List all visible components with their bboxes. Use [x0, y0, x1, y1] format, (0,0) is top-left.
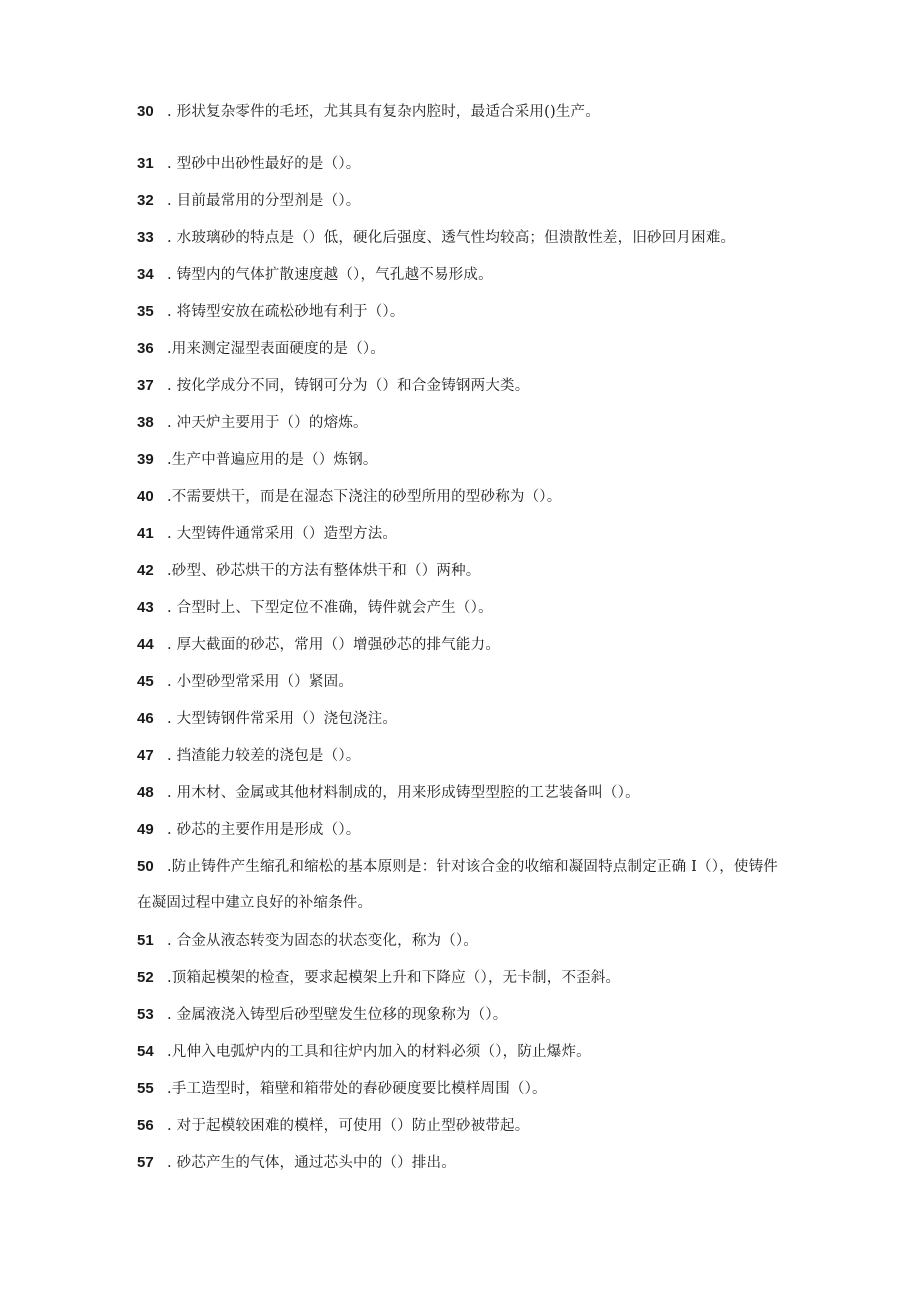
question-57 — [137, 1152, 787, 1174]
question-number: 44 — [137, 636, 154, 653]
question-45 — [137, 671, 787, 693]
question-37 — [137, 375, 787, 397]
question-32 — [137, 190, 787, 212]
question-text: .用来测定湿型表面硬度的是（）。 — [167, 341, 386, 357]
question-text: . 大型铸钢件常采用（）浇包浇注。 — [167, 711, 398, 727]
question-number: 52 — [137, 969, 154, 986]
question-text: . 水玻璃砂的特点是（）低，硬化后强度、透气性均较高；但溃散性差，旧砂回月困难。 — [167, 230, 736, 246]
question-number: 37 — [137, 377, 154, 394]
question-number: 36 — [137, 340, 154, 357]
question-number: 50 — [137, 858, 154, 875]
question-text: . 将铸型安放在疏松砂地有利于（）。 — [167, 304, 405, 320]
question-44 — [137, 634, 787, 656]
question-39 — [137, 449, 787, 471]
question-number: 45 — [137, 673, 154, 690]
question-text: . 目前最常用的分型剂是（）。 — [167, 193, 361, 209]
question-number: 41 — [137, 525, 154, 542]
question-36 — [137, 338, 787, 360]
question-text: .顶箱起模架的检查，要求起模架上升和下降应（），无卡制，不歪斜。 — [167, 970, 621, 986]
question-text: . 厚大截面的砂芯，常用（）增强砂芯的排气能力。 — [167, 637, 501, 653]
question-34 — [137, 264, 787, 286]
question-number: 48 — [137, 784, 154, 801]
question-33 — [137, 227, 787, 249]
question-text: .凡伸入电弧炉内的工具和往炉内加入的材料必须（），防止爆炸。 — [167, 1044, 591, 1060]
question-50 — [137, 849, 782, 921]
question-number: 38 — [137, 414, 154, 431]
question-number: 31 — [137, 155, 154, 172]
question-text: . 砂芯产生的气体，通过芯头中的（）排出。 — [167, 1155, 456, 1171]
question-35 — [137, 301, 787, 323]
question-number: 43 — [137, 599, 154, 616]
question-number: 55 — [137, 1080, 154, 1097]
question-43 — [137, 597, 787, 619]
question-text: . 冲天炉主要用于（）的熔炼。 — [167, 415, 368, 431]
question-number: 32 — [137, 192, 154, 209]
question-number: 34 — [137, 266, 154, 283]
question-number: 35 — [137, 303, 154, 320]
question-number: 54 — [137, 1043, 154, 1060]
question-53 — [137, 1004, 787, 1026]
question-number: 47 — [137, 747, 154, 764]
question-38 — [137, 412, 787, 434]
question-text: .砂型、砂芯烘干的方法有整体烘干和（）两种。 — [167, 563, 481, 579]
question-number: 51 — [137, 932, 154, 949]
question-text: . 对于起模较困难的模样，可使用（）防止型砂被带起。 — [167, 1118, 530, 1134]
question-text: . 大型铸件通常采用（）造型方法。 — [167, 526, 398, 542]
question-text: . 挡渣能力较差的浇包是（）。 — [167, 748, 361, 764]
question-number: 49 — [137, 821, 154, 838]
question-52 — [137, 967, 787, 989]
question-text: . 合金从液态转变为固态的状态变化，称为（）。 — [167, 933, 479, 949]
question-49 — [137, 819, 787, 841]
question-40 — [137, 486, 787, 508]
question-text: . 形状复杂零件的毛坯，尤其具有复杂内腔时，最适合采用()生产。 — [167, 104, 600, 120]
question-text: .手工造型时，箱壁和箱带处的舂砂硬度要比模样周围（）。 — [167, 1081, 547, 1097]
question-46 — [137, 708, 787, 730]
question-text: .不需要烘干，而是在湿态下浇注的砂型所用的型砂称为（）。 — [167, 489, 562, 505]
question-number: 46 — [137, 710, 154, 727]
question-text: . 按化学成分不同，铸钢可分为（）和合金铸钢两大类。 — [167, 378, 530, 394]
question-number: 30 — [137, 103, 154, 120]
question-number: 56 — [137, 1117, 154, 1134]
question-number: 39 — [137, 451, 154, 468]
question-51 — [137, 930, 787, 952]
question-number: 33 — [137, 229, 154, 246]
question-54 — [137, 1041, 787, 1063]
question-48 — [137, 782, 787, 804]
question-text: . 小型砂型常采用（）紧固。 — [167, 674, 354, 690]
question-text: . 用木材、金属或其他材料制成的，用来形成铸型型腔的工艺装备叫（）。 — [167, 785, 640, 801]
question-30 — [137, 101, 787, 123]
question-number: 42 — [137, 562, 154, 579]
question-text: . 型砂中出砂性最好的是（）。 — [167, 156, 361, 172]
question-31 — [137, 153, 787, 175]
question-56 — [137, 1115, 787, 1137]
question-55 — [137, 1078, 787, 1100]
question-42 — [137, 560, 787, 582]
question-text: . 砂芯的主要作用是形成（）。 — [167, 822, 361, 838]
question-41 — [137, 523, 787, 545]
question-text: .生产中普遍应用的是（）炼钢。 — [167, 452, 378, 468]
question-text: . 合型时上、下型定位不准确，铸件就会产生（）。 — [167, 600, 493, 616]
question-47 — [137, 745, 787, 767]
question-text: . 金属液浇入铸型后砂型壁发生位移的现象称为（）。 — [167, 1007, 508, 1023]
question-number: 40 — [137, 488, 154, 505]
question-number: 57 — [137, 1154, 154, 1171]
question-text: .防止铸件产生缩孔和缩松的基本原则是：针对该合金的收缩和凝固特点制定正确 I（），使铸件在凝固过程中建立良好的补缩条件。 — [137, 859, 778, 911]
question-text: . 铸型内的气体扩散速度越（），气孔越不易形成。 — [167, 267, 493, 283]
question-number: 53 — [137, 1006, 154, 1023]
